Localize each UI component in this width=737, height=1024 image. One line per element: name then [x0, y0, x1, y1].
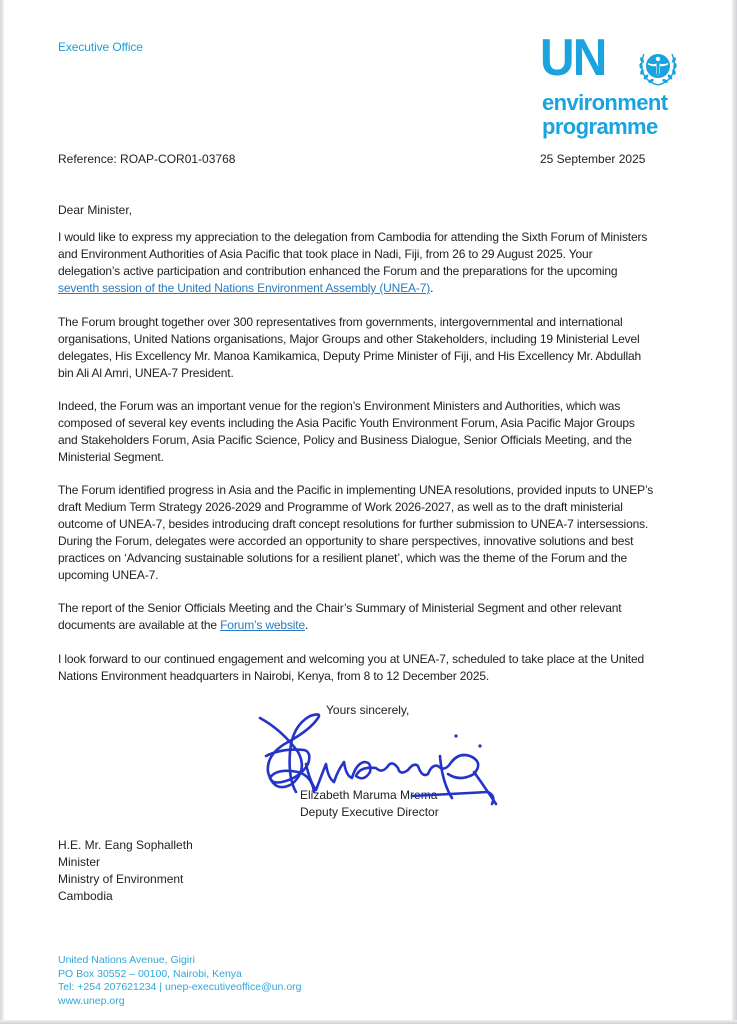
paragraph-line: Nations Environment headquarters in Nairobi, Kenya, from 8 to 12 December 2025.: [58, 669, 490, 683]
paragraph-line: bin Ali Al Amri, UNEA-7 President.: [58, 366, 234, 380]
footer-website: www.unep.org: [58, 994, 125, 1007]
paragraph-line: and Stakeholders Forum, Asia Pacific Science, Policy and Business Dialogue, Senior Officials Meeting, and the: [58, 433, 632, 447]
footer-phone-email: Tel: +254 207621234 | unep-executiveoffice@un.org: [58, 981, 302, 993]
recipient-country: Cambodia: [58, 889, 113, 903]
paragraph-line: I look forward to our continued engagement and welcoming you at UNEA-7, scheduled to take place at the United: [58, 652, 645, 666]
paragraph-line: composed of several key events including the Asia Pacific Youth Environment Forum, Asia Pacific Major Groups: [58, 416, 635, 430]
recipient-ministry: Ministry of Environment: [58, 872, 184, 886]
paragraph-report-documents: [58, 600, 688, 634]
paragraph-line: draft Medium Term Strategy 2026-2029 and Programme of Work 2026-2027, as well as to the draft ministerial: [58, 500, 623, 514]
paragraph-line: I would like to express my appreciation to the delegation from Cambodia for attending the Sixth Forum of Ministers: [58, 230, 648, 244]
paragraph-line: Indeed, the Forum was an important venue for the region’s Environment Ministers and Authorities, which was: [58, 399, 621, 413]
paragraph-participants: [58, 314, 688, 382]
forum-website-link[interactable]: Forum’s website: [220, 618, 306, 632]
paragraph-line: The Forum identified progress in Asia and the Pacific in implementing UNEA resolutions, provided inputs to UNEP’s: [58, 483, 654, 497]
recipient-title: Minister: [58, 855, 101, 869]
salutation: Dear Minister,: [58, 203, 133, 217]
link-lead-text: documents are available at the: [58, 618, 221, 632]
signer-title: Deputy Executive Director: [300, 805, 439, 819]
punctuation: .: [305, 618, 309, 632]
paragraph-line: organisations, United Nations organisations, Major Groups and other Stakeholders, including 19 Ministerial Level: [58, 332, 640, 346]
paragraph-key-events: [58, 398, 688, 466]
paragraph-line: The report of the Senior Officials Meeting and the Chair’s Summary of Ministerial Segment and other relevant: [58, 601, 622, 615]
page-edge-left: [0, 0, 4, 1024]
footer-street: United Nations Avenue, Gigiri: [58, 954, 195, 966]
paragraph-line: delegates, His Excellency Mr. Manoa Kamikamica, Deputy Prime Minister of Fiji, and His Excellency Mr. Abdullah: [58, 349, 642, 363]
logo-un-text: UN: [540, 29, 606, 87]
paragraph-closing-invitation: [58, 651, 688, 685]
recipient-address: [58, 837, 193, 905]
letter-date: 25 September 2025: [540, 152, 646, 166]
reference-number: Reference: ROAP-COR01-03768: [58, 152, 236, 166]
paragraph-line: The Forum brought together over 300 representatives from governments, intergovernmental and international: [58, 315, 623, 329]
page-edge-right: [732, 0, 737, 1024]
un-emblem-icon: [636, 44, 680, 88]
paragraph-line: delegation’s active participation and contribution enhanced the Forum and the preparations for the upcoming: [58, 264, 618, 278]
executive-office-label: Executive Office: [58, 40, 143, 54]
paragraph-forum-outcomes: [58, 482, 688, 584]
punctuation: .: [430, 281, 434, 295]
paragraph-line: [58, 280, 688, 297]
paragraph-line: During the Forum, delegates were accorded an opportunity to share perspectives, innovative solutions and best: [58, 534, 634, 548]
paragraph-line: practices on ‘Advancing sustainable solutions for a resilient planet’, which was the theme of the Forum and the: [58, 551, 628, 565]
paragraph-appreciation: [58, 229, 688, 297]
complimentary-close: Yours sincerely,: [326, 703, 410, 717]
paragraph-line: outcome of UNEA-7, besides introducing draft concept resolutions for further submission to UNEA-7 intersessions.: [58, 517, 649, 531]
footer-po-box: PO Box 30552 – 00100, Nairobi, Kenya: [58, 967, 242, 980]
paragraph-line: and Environment Authorities of Asia Pacific that took place in Nadi, Fiji, from 26 to 29 August 2025. Your: [58, 247, 593, 261]
paragraph-line: upcoming UNEA-7.: [58, 568, 159, 582]
handwritten-signature: [252, 712, 512, 812]
footer-contact: [58, 954, 302, 1008]
logo-programme-text: programme: [542, 114, 658, 139]
unea7-session-link[interactable]: seventh session of the United Nations Environment Assembly (UNEA-7): [58, 281, 431, 295]
logo-environment-text: environment: [542, 90, 668, 115]
page-edge-bottom: [0, 1020, 737, 1024]
signer-name: Elizabeth Maruma Mrema: [300, 788, 438, 802]
recipient-name: H.E. Mr. Eang Sophalleth: [58, 838, 193, 852]
paragraph-line: [58, 617, 688, 634]
paragraph-line: Ministerial Segment.: [58, 450, 164, 464]
